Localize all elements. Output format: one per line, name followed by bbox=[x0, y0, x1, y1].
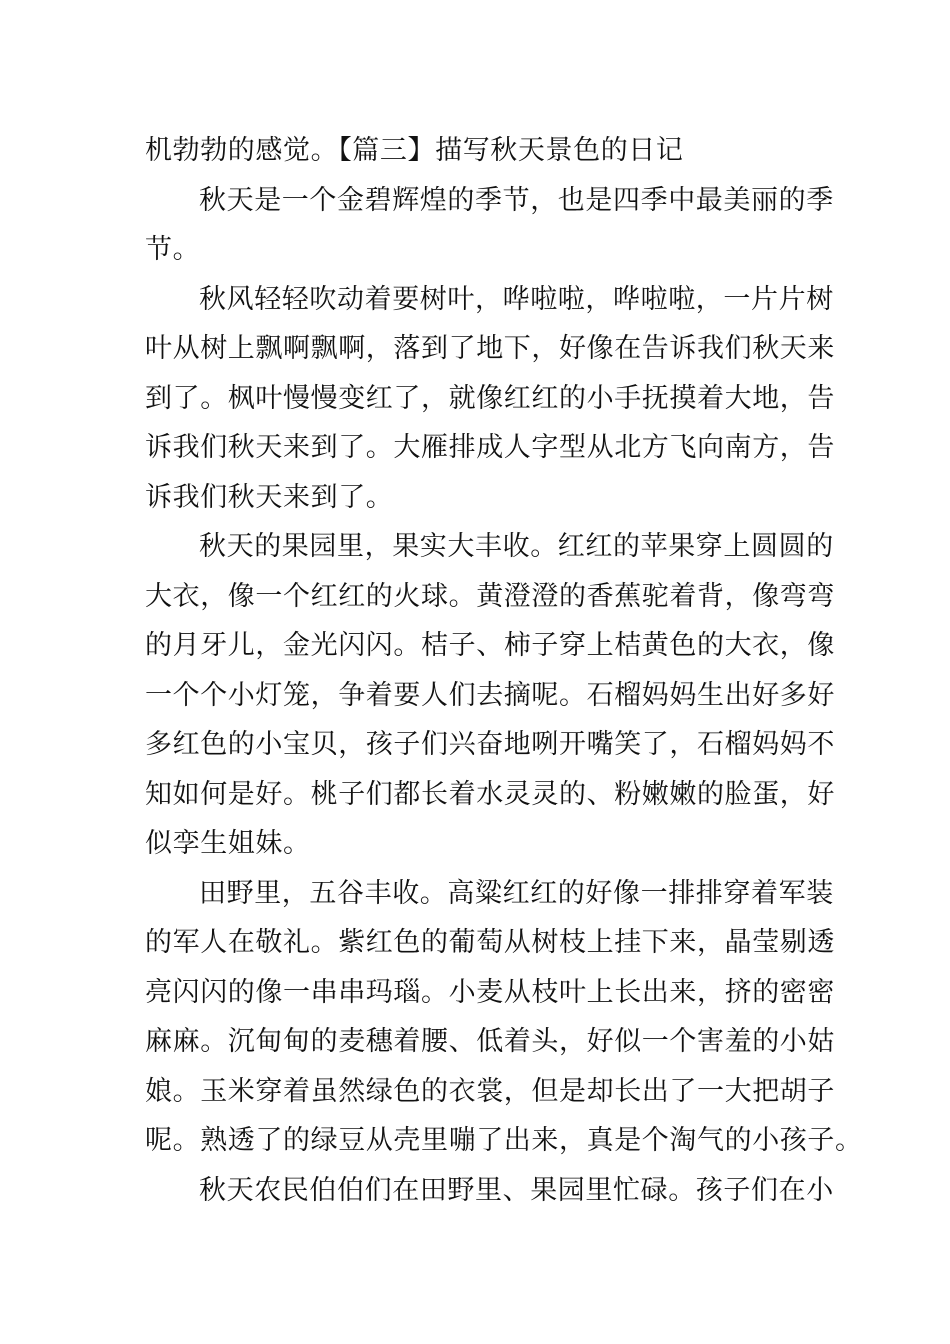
text-line: 叶从树上飘啊飘啊，落到了地下，好像在告诉我们秋天来 bbox=[145, 333, 835, 364]
text-line: 亮闪闪的像一串串玛瑙。小麦从枝叶上长出来，挤的密密 bbox=[145, 976, 835, 1008]
text-line: 大衣，像一个红红的火球。黄澄澄的香蕉驼着背，像弯弯 bbox=[145, 580, 835, 612]
article-body bbox=[145, 126, 863, 1215]
text-line: 节。 bbox=[145, 234, 201, 265]
paragraph-start-line: 秋天是一个金碧辉煌的季节，也是四季中最美丽的季 bbox=[199, 184, 834, 216]
text-line: 机勃勃的感觉。【篇三】描写秋天景色的日记 bbox=[145, 135, 684, 166]
text-line: 麻麻。沉甸甸的麦穗着腰、低着头，好似一个害羞的小姑 bbox=[145, 1026, 835, 1057]
text-line: 多红色的小宝贝，孩子们兴奋地咧开嘴笑了，石榴妈妈不 bbox=[145, 729, 835, 760]
text-line: 诉我们秋天来到了。大雁排成人字型从北方飞向南方，告 bbox=[145, 432, 835, 463]
text-line: 娘。玉米穿着虽然绿色的衣裳，但是却长出了一大把胡子 bbox=[145, 1075, 835, 1107]
paragraph-start-line: 秋天农民伯伯们在田野里、果园里忙碌。孩子们在小 bbox=[199, 1174, 834, 1206]
paragraph-start-line: 田野里，五谷丰收。高粱红红的好像一排排穿着军装 bbox=[199, 877, 834, 909]
text-line: 似孪生姐妹。 bbox=[145, 828, 311, 859]
text-line: 诉我们秋天来到了。 bbox=[145, 481, 394, 513]
text-line: 呢。熟透了的绿豆从壳里嘣了出来，真是个淘气的小孩子。 bbox=[145, 1125, 863, 1156]
paragraph-start-line: 秋风轻轻吹动着要树叶，哗啦啦，哗啦啦，一片片树 bbox=[199, 283, 834, 315]
paragraph-start-line: 秋天的果园里，果实大丰收。红红的苹果穿上圆圆的 bbox=[199, 531, 834, 562]
text-line: 知如何是好。桃子们都长着水灵灵的、粉嫩嫩的脸蛋，好 bbox=[145, 778, 835, 810]
text-line: 一个个小灯笼，争着要人们去摘呢。石榴妈妈生出好多好 bbox=[145, 679, 835, 711]
text-line: 的月牙儿，金光闪闪。桔子、柿子穿上桔黄色的大衣，像 bbox=[145, 630, 835, 661]
text-line: 的军人在敬礼。紫红色的葡萄从树枝上挂下来，晶莹剔透 bbox=[145, 927, 835, 958]
text-line: 到了。枫叶慢慢变红了，就像红红的小手抚摸着大地，告 bbox=[145, 382, 835, 414]
